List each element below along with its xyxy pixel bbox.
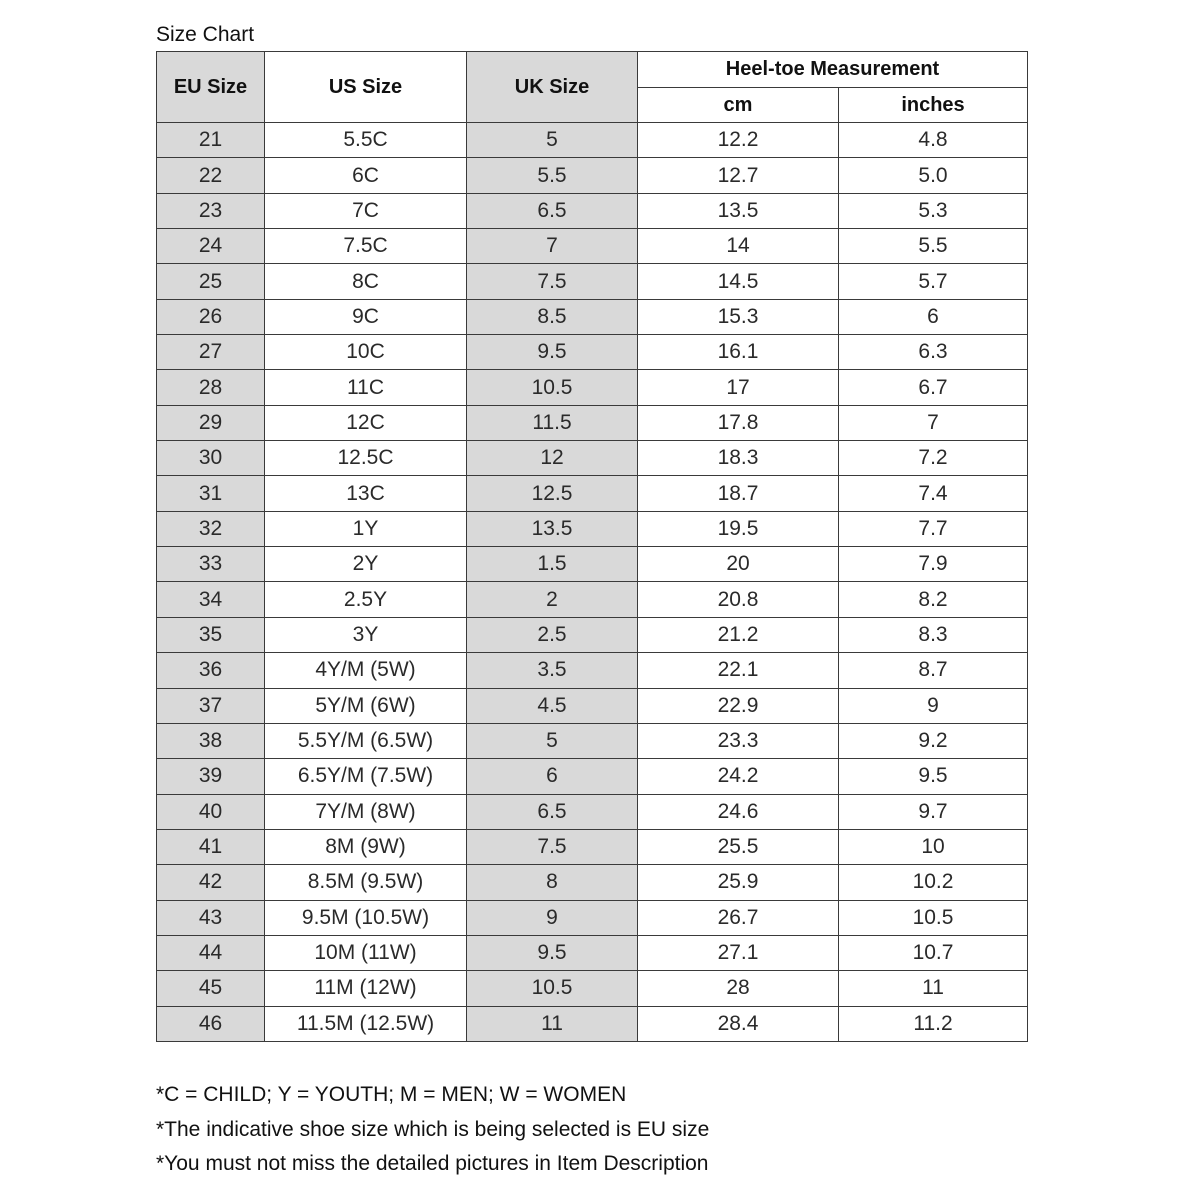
- us-size-cell: 5.5C: [265, 123, 467, 158]
- uk-size-cell: 5: [467, 723, 638, 758]
- us-size-cell: 6.5Y/M (7.5W): [265, 759, 467, 794]
- uk-size-cell: 7: [467, 229, 638, 264]
- uk-size-cell: 9.5: [467, 335, 638, 370]
- inches-cell: 5.3: [839, 193, 1028, 228]
- inches-cell: 10.2: [839, 865, 1028, 900]
- table-row: [157, 547, 1028, 582]
- inches-cell: 8.2: [839, 582, 1028, 617]
- uk-size-cell: 12: [467, 441, 638, 476]
- eu-size-cell: 46: [157, 1006, 265, 1041]
- cm-cell: 17.8: [638, 405, 839, 440]
- table-row: [157, 335, 1028, 370]
- us-size-cell: 3Y: [265, 617, 467, 652]
- us-size-cell: 8M (9W): [265, 829, 467, 864]
- inches-cell: 6: [839, 299, 1028, 334]
- eu-size-cell: 33: [157, 547, 265, 582]
- cm-cell: 12.7: [638, 158, 839, 193]
- uk-size-cell: 2: [467, 582, 638, 617]
- cm-cell: 24.6: [638, 794, 839, 829]
- inches-cell: 9: [839, 688, 1028, 723]
- table-row: [157, 971, 1028, 1006]
- inches-cell: 5.5: [839, 229, 1028, 264]
- eu-size-cell: 26: [157, 299, 265, 334]
- table-row: [157, 688, 1028, 723]
- cm-cell: 14: [638, 229, 839, 264]
- us-size-cell: 10M (11W): [265, 935, 467, 970]
- eu-size-cell: 22: [157, 158, 265, 193]
- uk-size-cell: 11.5: [467, 405, 638, 440]
- table-row: [157, 935, 1028, 970]
- cm-cell: 17: [638, 370, 839, 405]
- cm-cell: 23.3: [638, 723, 839, 758]
- inches-cell: 11.2: [839, 1006, 1028, 1041]
- table-row: [157, 723, 1028, 758]
- table-row: [157, 158, 1028, 193]
- uk-size-cell: 9.5: [467, 935, 638, 970]
- inches-cell: 7.7: [839, 511, 1028, 546]
- eu-size-cell: 23: [157, 193, 265, 228]
- us-size-cell: 8.5M (9.5W): [265, 865, 467, 900]
- us-size-cell: 5.5Y/M (6.5W): [265, 723, 467, 758]
- table-row: [157, 299, 1028, 334]
- inches-cell: 10.7: [839, 935, 1028, 970]
- footnote-size-legend: *C = CHILD; Y = YOUTH; M = MEN; W = WOMEN: [156, 1083, 627, 1106]
- cm-cell: 12.2: [638, 123, 839, 158]
- cm-cell: 24.2: [638, 759, 839, 794]
- eu-size-cell: 27: [157, 335, 265, 370]
- table-row: [157, 193, 1028, 228]
- inches-cell: 9.2: [839, 723, 1028, 758]
- uk-size-cell: 11: [467, 1006, 638, 1041]
- us-size-cell: 9C: [265, 299, 467, 334]
- us-size-cell: 7.5C: [265, 229, 467, 264]
- uk-size-cell: 6: [467, 759, 638, 794]
- eu-size-cell: 45: [157, 971, 265, 1006]
- inches-cell: 7.4: [839, 476, 1028, 511]
- eu-size-cell: 42: [157, 865, 265, 900]
- table-row: [157, 511, 1028, 546]
- table-row: [157, 229, 1028, 264]
- table-row: [157, 865, 1028, 900]
- us-size-cell: 12.5C: [265, 441, 467, 476]
- cm-cell: 20.8: [638, 582, 839, 617]
- uk-size-cell: 6.5: [467, 193, 638, 228]
- inches-cell: 6.3: [839, 335, 1028, 370]
- page-title: Size Chart: [156, 23, 255, 46]
- eu-size-cell: 29: [157, 405, 265, 440]
- cm-cell: 22.9: [638, 688, 839, 723]
- uk-size-cell: 8: [467, 865, 638, 900]
- us-size-cell: 7C: [265, 193, 467, 228]
- uk-size-cell: 7.5: [467, 264, 638, 299]
- inches-cell: 9.5: [839, 759, 1028, 794]
- inches-cell: 10: [839, 829, 1028, 864]
- eu-size-cell: 41: [157, 829, 265, 864]
- us-size-cell: 13C: [265, 476, 467, 511]
- eu-size-cell: 21: [157, 123, 265, 158]
- eu-size-cell: 32: [157, 511, 265, 546]
- uk-size-cell: 13.5: [467, 511, 638, 546]
- us-size-cell: 10C: [265, 335, 467, 370]
- table-row: [157, 370, 1028, 405]
- cm-cell: 16.1: [638, 335, 839, 370]
- table-row: [157, 441, 1028, 476]
- us-size-cell: 4Y/M (5W): [265, 653, 467, 688]
- table-row: [157, 759, 1028, 794]
- uk-size-cell: 10.5: [467, 971, 638, 1006]
- us-size-cell: 11M (12W): [265, 971, 467, 1006]
- inches-cell: 5.0: [839, 158, 1028, 193]
- eu-size-cell: 24: [157, 229, 265, 264]
- cm-cell: 22.1: [638, 653, 839, 688]
- eu-size-cell: 31: [157, 476, 265, 511]
- footnote-item-description: *You must not miss the detailed pictures in Item Description: [156, 1152, 709, 1175]
- eu-size-cell: 43: [157, 900, 265, 935]
- header-cm: cm: [638, 88, 839, 123]
- header-heel-toe-measurement: Heel-toe Measurement: [638, 52, 1028, 88]
- cm-cell: 20: [638, 547, 839, 582]
- uk-size-cell: 4.5: [467, 688, 638, 723]
- table-row: [157, 653, 1028, 688]
- table-header: [157, 52, 1028, 123]
- eu-size-cell: 37: [157, 688, 265, 723]
- inches-cell: 8.7: [839, 653, 1028, 688]
- eu-size-cell: 35: [157, 617, 265, 652]
- uk-size-cell: 8.5: [467, 299, 638, 334]
- us-size-cell: 11.5M (12.5W): [265, 1006, 467, 1041]
- inches-cell: 7: [839, 405, 1028, 440]
- uk-size-cell: 5.5: [467, 158, 638, 193]
- cm-cell: 18.7: [638, 476, 839, 511]
- us-size-cell: 5Y/M (6W): [265, 688, 467, 723]
- inches-cell: 4.8: [839, 123, 1028, 158]
- cm-cell: 21.2: [638, 617, 839, 652]
- eu-size-cell: 40: [157, 794, 265, 829]
- footnote-eu-size: *The indicative shoe size which is being selected is EU size: [156, 1117, 710, 1141]
- inches-cell: 6.7: [839, 370, 1028, 405]
- header-us-size: US Size: [265, 52, 467, 123]
- inches-cell: 11: [839, 971, 1028, 1006]
- cm-cell: 25.5: [638, 829, 839, 864]
- uk-size-cell: 7.5: [467, 829, 638, 864]
- eu-size-cell: 25: [157, 264, 265, 299]
- eu-size-cell: 34: [157, 582, 265, 617]
- table-row: [157, 1006, 1028, 1041]
- inches-cell: 5.7: [839, 264, 1028, 299]
- cm-cell: 18.3: [638, 441, 839, 476]
- us-size-cell: 9.5M (10.5W): [265, 900, 467, 935]
- cm-cell: 25.9: [638, 865, 839, 900]
- table-row: [157, 900, 1028, 935]
- us-size-cell: 11C: [265, 370, 467, 405]
- header-eu-size: EU Size: [157, 52, 265, 123]
- cm-cell: 26.7: [638, 900, 839, 935]
- inches-cell: 10.5: [839, 900, 1028, 935]
- eu-size-cell: 44: [157, 935, 265, 970]
- footnotes: [156, 1078, 709, 1182]
- eu-size-cell: 28: [157, 370, 265, 405]
- cm-cell: 28.4: [638, 1006, 839, 1041]
- table-row: [157, 123, 1028, 158]
- uk-size-cell: 10.5: [467, 370, 638, 405]
- cm-cell: 15.3: [638, 299, 839, 334]
- uk-size-cell: 2.5: [467, 617, 638, 652]
- eu-size-cell: 38: [157, 723, 265, 758]
- table-row: [157, 476, 1028, 511]
- eu-size-cell: 39: [157, 759, 265, 794]
- eu-size-cell: 36: [157, 653, 265, 688]
- us-size-cell: 1Y: [265, 511, 467, 546]
- table-row: [157, 617, 1028, 652]
- cm-cell: 14.5: [638, 264, 839, 299]
- uk-size-cell: 3.5: [467, 653, 638, 688]
- us-size-cell: 7Y/M (8W): [265, 794, 467, 829]
- table-row: [157, 405, 1028, 440]
- table-row: [157, 794, 1028, 829]
- cm-cell: 13.5: [638, 193, 839, 228]
- uk-size-cell: 9: [467, 900, 638, 935]
- size-chart-table: [156, 51, 1028, 1042]
- table-row: [157, 829, 1028, 864]
- us-size-cell: 12C: [265, 405, 467, 440]
- header-inches: inches: [839, 88, 1028, 123]
- table-row: [157, 264, 1028, 299]
- us-size-cell: 2.5Y: [265, 582, 467, 617]
- table-row: [157, 582, 1028, 617]
- inches-cell: 8.3: [839, 617, 1028, 652]
- cm-cell: 28: [638, 971, 839, 1006]
- us-size-cell: 2Y: [265, 547, 467, 582]
- uk-size-cell: 5: [467, 123, 638, 158]
- header-uk-size: UK Size: [467, 52, 638, 123]
- inches-cell: 7.9: [839, 547, 1028, 582]
- cm-cell: 19.5: [638, 511, 839, 546]
- us-size-cell: 6C: [265, 158, 467, 193]
- uk-size-cell: 6.5: [467, 794, 638, 829]
- table-body: [157, 123, 1028, 1042]
- uk-size-cell: 12.5: [467, 476, 638, 511]
- eu-size-cell: 30: [157, 441, 265, 476]
- us-size-cell: 8C: [265, 264, 467, 299]
- inches-cell: 7.2: [839, 441, 1028, 476]
- inches-cell: 9.7: [839, 794, 1028, 829]
- cm-cell: 27.1: [638, 935, 839, 970]
- uk-size-cell: 1.5: [467, 547, 638, 582]
